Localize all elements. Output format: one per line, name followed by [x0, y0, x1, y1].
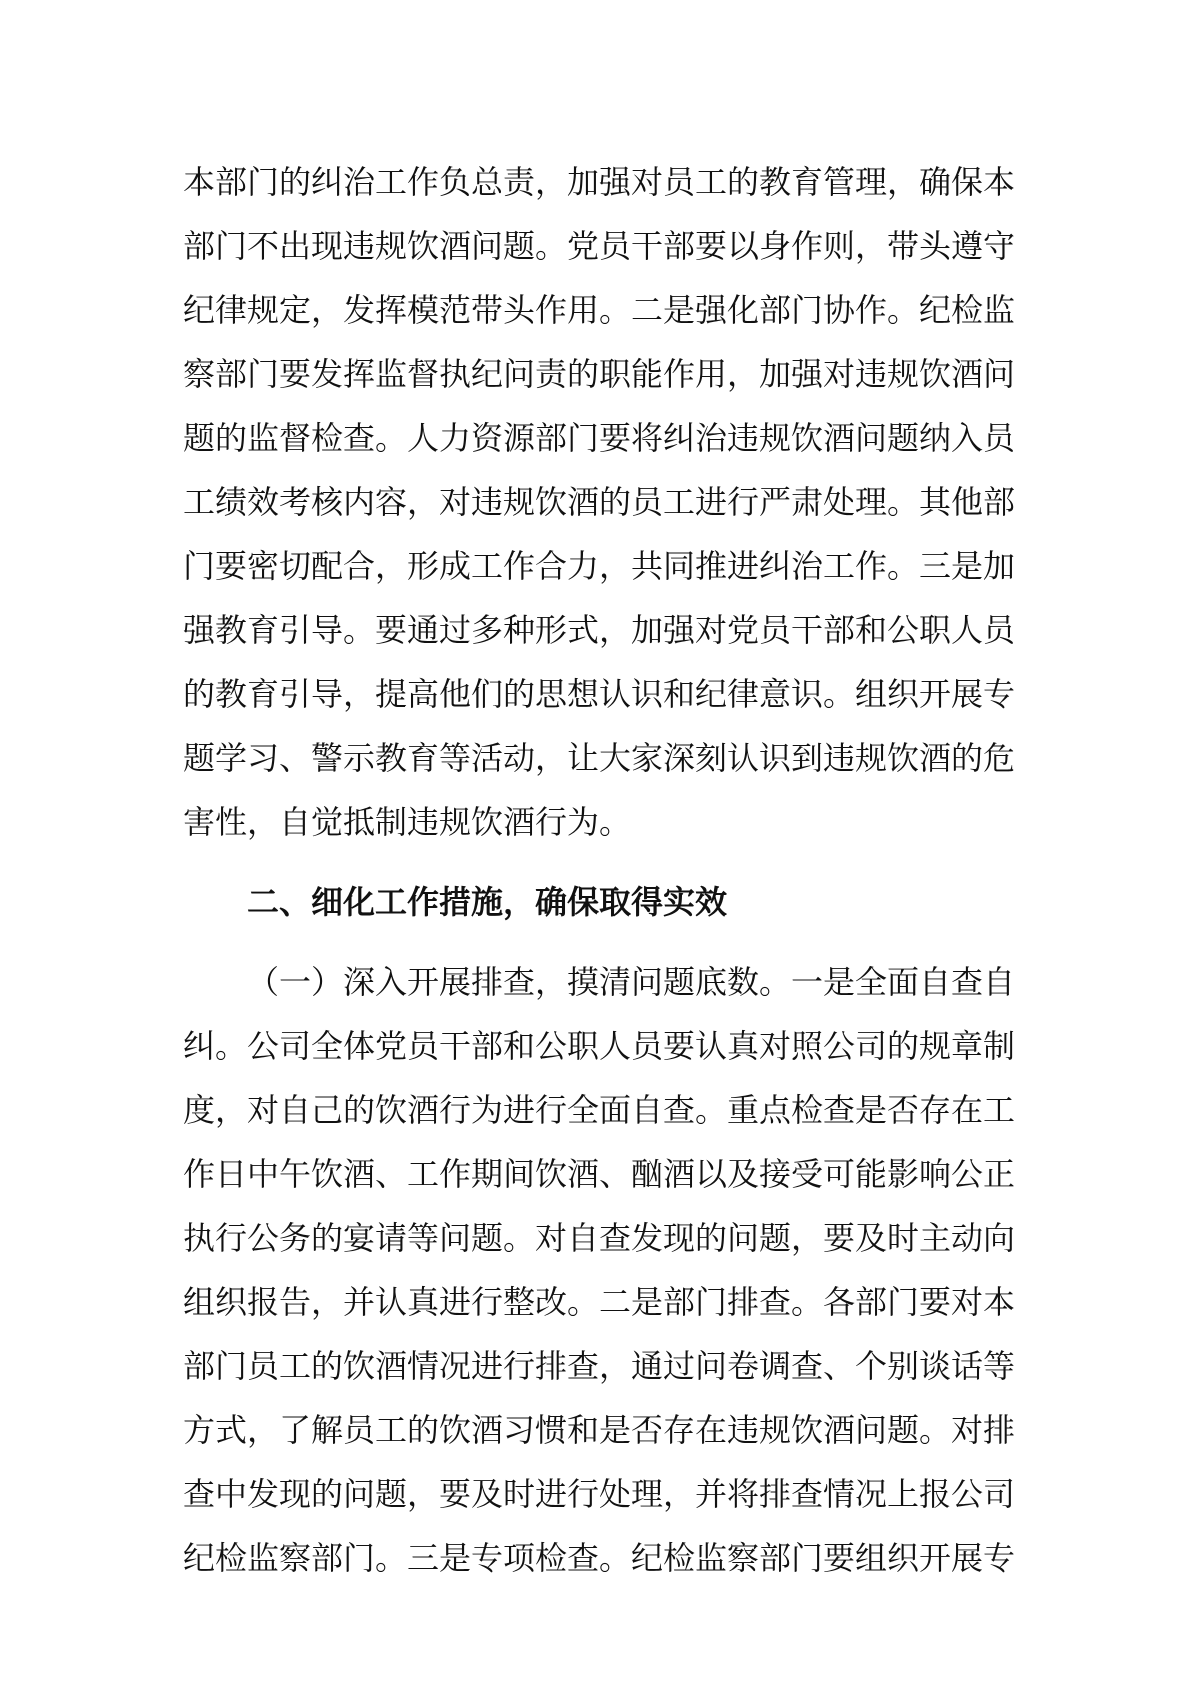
text-line: （一）深入开展排查，摸清问题底数。一是全面自查自: [247, 963, 1016, 1001]
text-line: 组织报告，并认真进行整改。二是部门排查。各部门要对本: [183, 1283, 1016, 1321]
paragraph-responsibility: [183, 150, 1016, 854]
paragraph-investigation: [183, 950, 1016, 1590]
text-line: 纪律规定，发挥模范带头作用。二是强化部门协作。纪检监: [183, 291, 1016, 329]
text-line: 察部门要发挥监督执纪问责的职能作用，加强对违规饮酒问: [183, 355, 1016, 393]
text-line: 题的监督检查。人力资源部门要将纠治违规饮酒问题纳入员: [183, 419, 1016, 457]
text-line: 作日中午饮酒、工作期间饮酒、酗酒以及接受可能影响公正: [183, 1155, 1016, 1193]
text-line: 度，对自己的饮酒行为进行全面自查。重点检查是否存在工: [183, 1091, 1016, 1129]
text-line: 强教育引导。要通过多种形式，加强对党员干部和公职人员: [183, 611, 1016, 649]
text-line: 本部门的纠治工作负总责，加强对员工的教育管理，确保本: [183, 163, 1016, 201]
text-line: 查中发现的问题，要及时进行处理，并将排查情况上报公司: [183, 1475, 1016, 1513]
text-line: 工绩效考核内容，对违规饮酒的员工进行严肃处理。其他部: [183, 483, 1016, 521]
section-heading: 二、细化工作措施，确保取得实效: [247, 883, 728, 921]
text-line: 纠。公司全体党员干部和公职人员要认真对照公司的规章制: [183, 1027, 1016, 1065]
text-line: 的教育引导，提高他们的思想认识和纪律意识。组织开展专: [183, 675, 1016, 713]
text-line: 执行公务的宴请等问题。对自查发现的问题，要及时主动向: [183, 1219, 1016, 1257]
document-body: [183, 150, 1016, 1590]
text-line: 部门不出现违规饮酒问题。党员干部要以身作则，带头遵守: [183, 227, 1016, 265]
text-line: 方式，了解员工的饮酒习惯和是否存在违规饮酒问题。对排: [183, 1411, 1016, 1449]
text-line: 门要密切配合，形成工作合力，共同推进纠治工作。三是加: [183, 547, 1016, 585]
text-line: 害性，自觉抵制违规饮酒行为。: [183, 803, 632, 841]
text-line: 部门员工的饮酒情况进行排查，通过问卷调查、个别谈话等: [183, 1347, 1016, 1385]
text-line: 纪检监察部门。三是专项检查。纪检监察部门要组织开展专: [183, 1539, 1016, 1577]
text-line: 题学习、警示教育等活动，让大家深刻认识到违规饮酒的危: [183, 739, 1016, 777]
